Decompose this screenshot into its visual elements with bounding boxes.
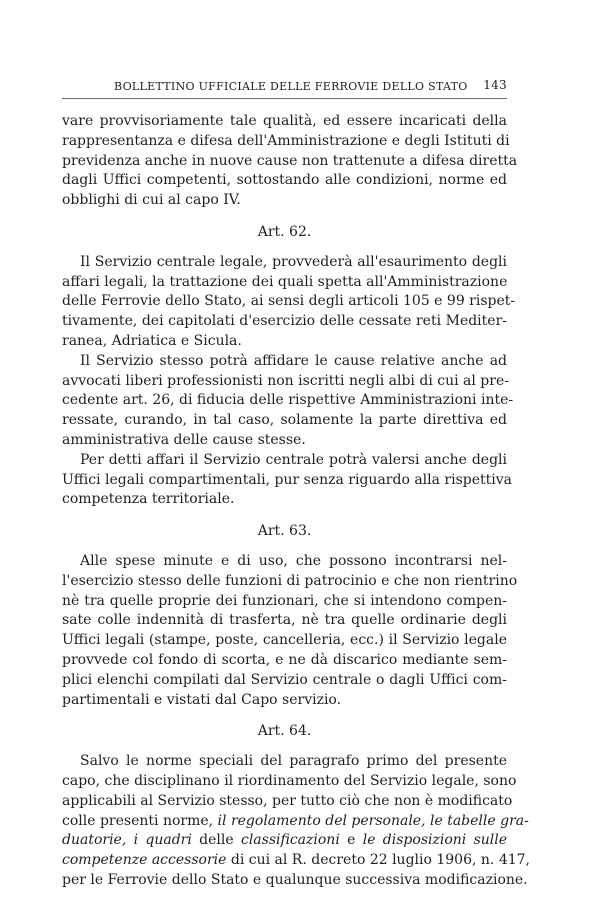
article-62-paragraph-2 bbox=[62, 352, 514, 451]
text-line bbox=[62, 851, 530, 871]
text-line: per le Ferrovie dello Stato e qualunque successiva modificazione. bbox=[62, 871, 528, 888]
article-62-paragraph-1 bbox=[62, 253, 516, 352]
text-run: delle bbox=[191, 832, 241, 849]
text-line: Uffici legali (stampe, poste, cancelleria, ecc.) il Servizio legale bbox=[62, 632, 507, 649]
italic-text-run: duatorie, i quadri bbox=[62, 832, 192, 849]
text-line: Uffici legali compartimentali, pur senza riguardo alla rispettiva bbox=[62, 471, 513, 488]
italic-text-run: le disposizioni sulle bbox=[362, 832, 508, 849]
text-line: capo, che disciplinano il riordinamento del Servizio legale, sono bbox=[62, 772, 517, 789]
text-line: ressate, curando, in tal caso, solamente la parte direttiva ed bbox=[62, 412, 507, 429]
article-63-paragraph bbox=[62, 552, 518, 710]
text-line: previdenza anche in nuove cause non trattenute a difesa diretta bbox=[62, 152, 518, 169]
text-line: delle Ferrovie dello Stato, ai sensi degli articoli 105 e 99 rispet- bbox=[62, 293, 516, 310]
text-line: obblighi di cui al capo IV. bbox=[62, 192, 241, 209]
text-line: competenza territoriale. bbox=[62, 491, 235, 508]
italic-text-run: competenze accessorie bbox=[62, 852, 227, 869]
text-line: dagli Uffici competenti, sottostando alle condizioni, norme ed bbox=[62, 172, 507, 189]
text-run: colle presenti norme, bbox=[62, 812, 218, 829]
text-line: cedente art. 26, di fiducia delle rispettive Amministrazioni inte- bbox=[62, 392, 514, 409]
text-line bbox=[62, 831, 507, 851]
italic-text-run: il regolamento del personale, le tabelle gra- bbox=[217, 812, 529, 829]
italic-text-run: classificazioni bbox=[240, 832, 340, 849]
text-line: applicabili al Servizio stesso, per tutto ciò che non è modificato bbox=[62, 792, 513, 809]
text-line: vare provvisoriamente tale qualità, ed essere incaricati della bbox=[62, 113, 507, 129]
text-line: tivamente, dei capitolati d'esercizio delle cessate reti Mediter- bbox=[62, 313, 507, 330]
text-line: provvede col fondo di scorta, e ne dà discarico mediante sem- bbox=[62, 651, 507, 668]
text-line: avvocati liberi professionisti non iscritti negli albi di cui al pre- bbox=[62, 372, 509, 389]
page-number: 143 bbox=[483, 78, 507, 92]
article-63-heading: Art. 63. bbox=[257, 523, 312, 540]
page-header bbox=[62, 78, 507, 96]
text-run: di cui al R. decreto 22 luglio 1906, n. 417, bbox=[226, 852, 530, 869]
text-line: Alle spese minute e di uso, che possono incontrarsi nel- bbox=[80, 552, 507, 569]
intro-paragraph bbox=[62, 112, 518, 211]
running-title: BOLLETTINO UFFICIALE DELLE FERROVIE DELLO STATO bbox=[114, 80, 468, 93]
text-line: Il Servizio stesso potrà affidare le cause relative anche ad bbox=[80, 352, 507, 369]
text-line: Il Servizio centrale legale, provvederà all'esaurimento degli bbox=[80, 253, 507, 270]
text-line: Per detti affari il Servizio centrale potrà valersi anche degli bbox=[80, 451, 507, 468]
text-line: Salvo le norme speciali del paragrafo primo del presente bbox=[80, 753, 507, 770]
text-line: rappresentanza e difesa dell'Amministrazione e degli Istituti di bbox=[62, 132, 510, 149]
article-62-heading: Art. 62. bbox=[257, 223, 312, 240]
document-body bbox=[62, 112, 530, 891]
article-64-heading: Art. 64. bbox=[257, 723, 312, 740]
text-run: e bbox=[339, 832, 363, 849]
text-line bbox=[62, 812, 529, 832]
text-line: sate colle indennità di trasferta, nè tra quelle ordinarie degli bbox=[62, 612, 507, 629]
text-line: partimentali e vistati dal Capo servizio. bbox=[62, 691, 342, 708]
text-line: l'esercizio stesso delle funzioni di patrocinio e che non rientrino bbox=[62, 572, 518, 589]
article-64-paragraph bbox=[62, 752, 530, 891]
article-62-paragraph-3 bbox=[62, 451, 513, 510]
text-line: amministrativa delle cause stesse. bbox=[62, 431, 306, 448]
text-line: ranea, Adriatica e Sicula. bbox=[62, 332, 242, 349]
text-line: plici elenchi compilati dal Servizio centrale o dagli Uffici com- bbox=[62, 671, 507, 688]
text-line: affari legali, la trattazione dei quali spetta all'Amministrazione bbox=[62, 273, 508, 290]
header-rule bbox=[62, 98, 507, 99]
text-line: nè tra quelle proprie dei funzionari, che si intendono compen- bbox=[62, 592, 507, 609]
